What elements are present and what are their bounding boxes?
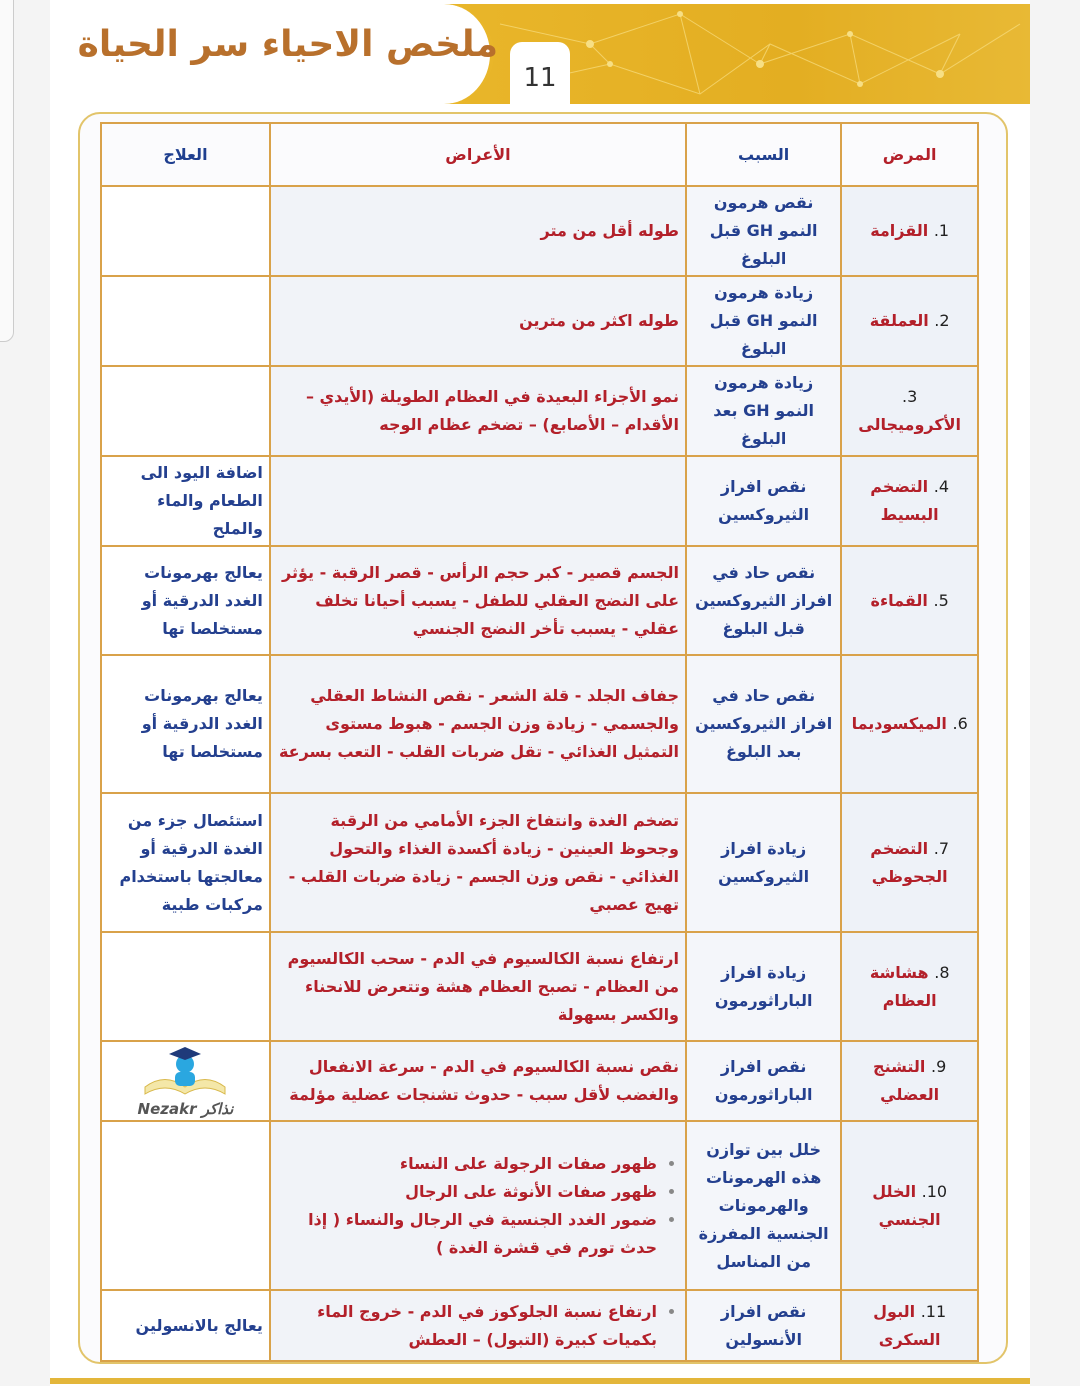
header-treatment: العلاج — [101, 123, 270, 186]
row-number: 1. — [933, 221, 950, 240]
treatment-text: يعالج بالانسولين — [135, 1315, 263, 1335]
page-title: ملخص الاحياء سر الحياة — [77, 24, 498, 65]
cause-text: نقص حاد في افراز الثيروكسين بعد البلوغ — [695, 686, 833, 761]
cause-text: زيادة افراز الباراثورمون — [714, 962, 813, 1010]
treatment-cell — [101, 655, 270, 793]
graduate-book-icon — [135, 1042, 235, 1102]
disease-cell — [841, 793, 978, 932]
cause-cell — [686, 366, 841, 456]
cause-text: نقص افراز الأنسولين — [720, 1301, 807, 1349]
row-number: 4. — [933, 477, 950, 496]
nezakr-watermark-logo — [135, 1042, 235, 1120]
row-number: 8. — [934, 962, 950, 982]
cause-text: زيادة هرمون النمو GH قبل البلوغ — [709, 283, 818, 358]
treatment-cell — [101, 1290, 270, 1361]
row-number: 9. — [930, 1057, 947, 1076]
disease-name: القزامة — [870, 221, 929, 240]
table-row — [101, 655, 978, 793]
disease-cell — [841, 276, 978, 366]
symptoms-text: ارتفاع نسبة الكالسيوم في الدم - سحب الكالسيوم من العظام - تصبح العظام هشة وتتعرض للانحناء والكسر بسهولة — [287, 948, 679, 1024]
row-number: 2. — [934, 311, 950, 330]
symptoms-cell — [270, 276, 686, 366]
treatment-text: اضافة اليود الى الطعام والماء والملح — [140, 463, 263, 538]
disease-name: التضخم الجحوظي — [870, 838, 948, 886]
symptoms-cell — [270, 1121, 686, 1290]
treatment-text: استئصال جزء من الغدة الدرقية أو معالجتها باستخدام مركبات طبية — [119, 810, 263, 914]
disease-name: الأكروميجالى — [858, 415, 962, 434]
treatment-text: يعالج بهرمونات الغدد الدرقية أو مستخلصا تها — [141, 562, 263, 638]
row-number: 3. — [902, 387, 918, 406]
treatment-cell — [101, 456, 270, 546]
disease-name: التشنج العضلي — [873, 1057, 940, 1104]
cause-cell — [686, 932, 841, 1041]
table-row — [101, 1290, 978, 1361]
cause-cell — [686, 655, 841, 793]
table-row — [101, 1121, 978, 1290]
treatment-text: يعالج بهرمونات الغدد الدرقية أو مستخلصا تها — [141, 686, 263, 761]
symptoms-text: نمو الأجزاء البعيدة في العظام الطويلة (الأيدي – الأقدام – الأصابع) – تضخم عظام الوجه — [305, 387, 679, 434]
cause-text: زيادة افراز الثيروكسين — [718, 838, 810, 886]
header-cause: السبب — [686, 123, 841, 186]
table-row — [101, 546, 978, 655]
disease-name: القماءة — [870, 590, 928, 610]
treatment-cell — [101, 932, 270, 1041]
symptom-item: • ضمور الغدد الجنسية في الرجال والنساء ( إذا حدث تورم في قشرة الغدة ) — [277, 1206, 657, 1262]
bottom-rule — [50, 1378, 1030, 1384]
table-row — [101, 366, 978, 456]
symptoms-cell — [270, 932, 686, 1041]
symptoms-cell — [270, 1290, 686, 1361]
symptoms-cell — [270, 546, 686, 655]
disease-name: العملقة — [869, 311, 929, 330]
symptom-item: • ظهور صفات الرجولة على النساء — [277, 1150, 657, 1178]
treatment-cell — [101, 366, 270, 456]
cause-text: زيادة هرمون النمو GH بعد البلوغ — [713, 373, 815, 448]
symptom-item: • ارتفاع نسبة الجلوكوز في الدم - خروج الماء بكميات كبيرة (التبول) – العطش — [277, 1298, 657, 1354]
symptoms-cell — [270, 186, 686, 276]
table-row — [101, 932, 978, 1041]
disease-cell — [841, 366, 978, 456]
disease-cell — [841, 1121, 978, 1290]
table-row — [101, 186, 978, 276]
disease-cell — [841, 1290, 978, 1361]
cause-text: نقص حاد في افراز الثيروكسين قبل البلوغ — [695, 562, 833, 638]
symptoms-text: طوله اكثر من مترين — [519, 311, 679, 330]
table-row — [101, 456, 978, 546]
row-number: 5. — [933, 590, 949, 610]
page-number-tab: 11 — [510, 42, 570, 104]
symptoms-cell — [270, 366, 686, 456]
symptoms-cell — [270, 1041, 686, 1121]
cause-text: نقص افراز الثيروكسين — [718, 477, 810, 524]
cause-text: نقص هرمون النمو GH قبل البلوغ — [709, 193, 818, 268]
disease-cell — [841, 546, 978, 655]
disease-cell — [841, 655, 978, 793]
symptoms-text: طوله أقل من متر — [540, 221, 679, 240]
disease-name: التضخم البسيط — [870, 477, 939, 524]
disease-name: الميكسوديما — [851, 714, 947, 733]
treatment-cell — [101, 546, 270, 655]
table-row — [101, 276, 978, 366]
symptoms-cell — [270, 655, 686, 793]
header-disease: المرض — [841, 123, 978, 186]
symptoms-text: الجسم قصير - كبر حجم الرأس - قصر الرقبة - يؤثر على النضج العقلي للطفل - يسبب أحيانا تخلف عقلي - يسبب تأخر النضج الجنسي — [282, 562, 679, 638]
symptoms-text: نقص نسبة الكالسيوم في الدم - سرعة الانفعال والغضب لأقل سبب - حدوث تشنجات عضلية مؤلمة — [289, 1057, 679, 1104]
cause-cell — [686, 1290, 841, 1361]
table-header-row — [101, 123, 978, 186]
disease-cell — [841, 1041, 978, 1121]
side-card-edge — [0, 0, 14, 342]
symptom-item: • ظهور صفات الأنوثة على الرجال — [277, 1178, 657, 1206]
row-number: 7. — [933, 838, 950, 858]
symptoms-cell — [270, 793, 686, 932]
disease-name: هشاشة العظام — [869, 962, 937, 1010]
watermark-logo-text: Nezakr نذاكر — [137, 1100, 234, 1118]
symptoms-list — [277, 1150, 679, 1262]
treatment-cell — [101, 1121, 270, 1290]
symptoms-list — [277, 1298, 679, 1354]
disease-cell — [841, 456, 978, 546]
row-number: 11. — [920, 1301, 947, 1321]
table-row — [101, 793, 978, 932]
cause-text: خلل بين توازن هذه الهرمونات والهرمونات الجنسية المفرزة من المناسل — [698, 1139, 829, 1271]
hormone-disorders-table — [100, 122, 979, 1362]
header-symptoms: الأعراض — [270, 123, 686, 186]
cause-cell — [686, 276, 841, 366]
cause-cell — [686, 456, 841, 546]
symptoms-text: تضخم الغدة وانتفاخ الجزء الأمامي من الرقبة وجحوظ العينين - زيادة أكسدة الغذاء والتحول الغذائي - نقص وزن الجسم - زيادة ضربات القلب - تهيج عصبي — [288, 810, 679, 914]
disease-cell — [841, 186, 978, 276]
cause-cell — [686, 793, 841, 932]
row-number: 6. — [952, 714, 968, 733]
symptoms-text: جفاف الجلد - قلة الشعر - نقص النشاط العقلي والجسمي - زيادة وزن الجسم - هبوط مستوى التمثيل الغذائي - تقل ضربات القلب - التعب بسرعة — [278, 686, 679, 761]
cause-cell — [686, 546, 841, 655]
treatment-cell — [101, 276, 270, 366]
cause-cell — [686, 1121, 841, 1290]
treatment-cell — [101, 793, 270, 932]
cause-cell — [686, 186, 841, 276]
disease-cell — [841, 932, 978, 1041]
treatment-cell — [101, 186, 270, 276]
cause-cell — [686, 1041, 841, 1121]
disease-name: البول السكرى — [873, 1301, 941, 1349]
document-page — [50, 0, 1030, 1386]
cause-text: نقص افراز الباراثورمون — [714, 1057, 813, 1104]
disease-name: الخلل الجنسي — [872, 1181, 941, 1229]
symptoms-cell — [270, 456, 686, 546]
row-number: 10. — [921, 1181, 948, 1201]
